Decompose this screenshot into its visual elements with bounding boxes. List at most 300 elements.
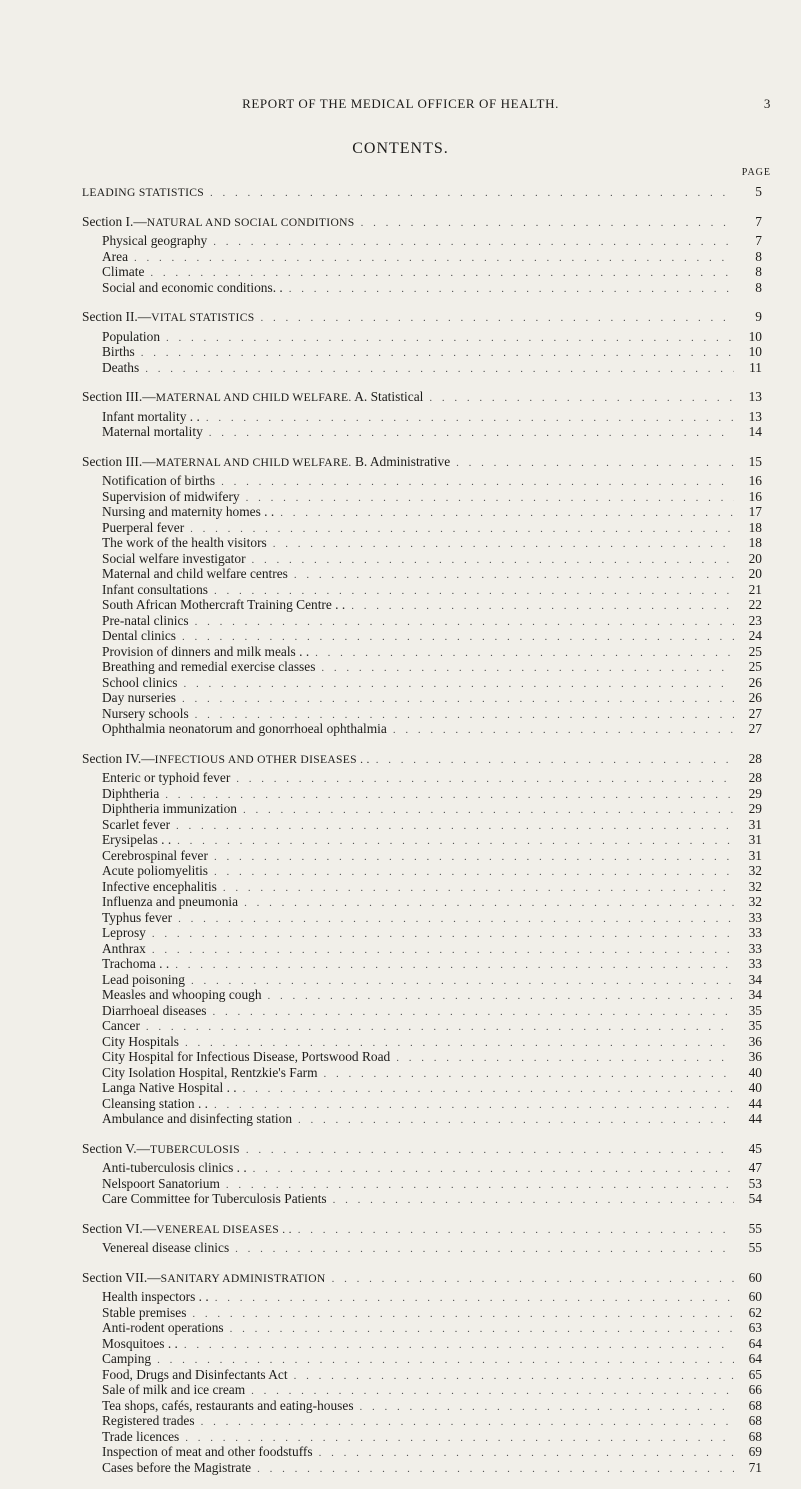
toc-section-heading[interactable] xyxy=(82,309,762,325)
toc-entry[interactable] xyxy=(82,329,762,345)
dot-leader xyxy=(292,1223,734,1239)
dot-leader xyxy=(200,411,734,427)
section-name: MATERNAL AND CHILD WELFARE. xyxy=(155,455,352,469)
dot-leader xyxy=(274,506,734,522)
page-number: 5 xyxy=(755,184,762,199)
section-name: TUBERCULOSIS xyxy=(149,1142,240,1156)
page-number: 60 xyxy=(748,1269,762,1285)
page-number: 25 xyxy=(748,643,762,659)
toc-entry[interactable] xyxy=(82,801,762,817)
section-subtitle: A. Statistical xyxy=(351,389,424,404)
entry-title: Ambulance and disinfecting station xyxy=(102,1111,293,1126)
dot-leader xyxy=(159,788,734,804)
entry-title: The work of the health visitors xyxy=(102,535,267,550)
entry-title: Lead poisoning xyxy=(102,971,185,987)
section-number: Section VI.— xyxy=(82,1220,157,1236)
section-number: Section III.— xyxy=(82,453,156,469)
dot-leader xyxy=(178,1338,734,1354)
page-number: 11 xyxy=(749,359,762,375)
dot-leader xyxy=(178,677,735,693)
entry-title: Typhus fever xyxy=(102,909,173,925)
dot-leader xyxy=(217,881,734,897)
toc-section-heading[interactable] xyxy=(82,1221,762,1237)
dot-leader xyxy=(215,475,734,491)
dot-leader xyxy=(208,865,734,881)
page-number: 26 xyxy=(748,690,762,705)
entry-title: Cleansing station . . xyxy=(102,1095,209,1111)
toc-section xyxy=(82,1141,762,1207)
toc-section-heading[interactable] xyxy=(82,1270,762,1286)
entry-title: Sale of milk and ice cream xyxy=(102,1382,246,1397)
page-number: 33 xyxy=(748,956,762,971)
entry-title: Day nurseries xyxy=(102,690,176,705)
toc-entry[interactable] xyxy=(82,894,762,910)
page-number: 33 xyxy=(748,909,762,925)
page-number: 18 xyxy=(748,519,762,535)
entry-title: Cancer xyxy=(102,1018,140,1033)
page-number: 64 xyxy=(748,1335,762,1351)
page-number: 64 xyxy=(748,1351,762,1366)
page-number: 26 xyxy=(748,674,762,690)
toc-entry[interactable] xyxy=(82,956,762,972)
entry-title: Infant mortality . . xyxy=(102,408,200,424)
section-title xyxy=(82,214,355,231)
toc-entry[interactable] xyxy=(82,972,762,988)
dot-leader xyxy=(229,1242,734,1258)
entry-title: Breathing and remedial exercise classes xyxy=(102,659,316,674)
section-name: INFECTIOUS AND OTHER DISEASES . . xyxy=(154,752,370,766)
section-number: Section VII.— xyxy=(82,1269,161,1285)
entry-title: Infant consultations xyxy=(102,581,208,597)
dot-leader xyxy=(345,599,734,615)
dot-leader xyxy=(313,1446,734,1462)
page-number: 44 xyxy=(748,1095,762,1111)
section-name: VENEREAL DISEASES . . xyxy=(156,1222,292,1236)
toc-entry[interactable] xyxy=(82,1367,762,1383)
toc-entry[interactable] xyxy=(82,473,762,489)
entry-title: Maternal and child welfare centres xyxy=(102,566,288,581)
entry-title: Leprosy xyxy=(102,925,146,940)
toc-entry[interactable] xyxy=(82,1289,762,1305)
page-number: 65 xyxy=(748,1366,762,1382)
entry-title: Ophthalmia neonatorum and gonorrhoeal ophthalmia xyxy=(102,721,387,736)
section-number: Section IV.— xyxy=(82,750,155,766)
section-name: MATERNAL AND CHILD WELFARE. xyxy=(155,391,352,404)
page-number: 54 xyxy=(748,1191,762,1206)
dot-leader xyxy=(170,819,734,835)
entry-title: Diphtheria immunization xyxy=(102,801,237,816)
table-of-contents xyxy=(82,184,762,1489)
entry-title: Deaths xyxy=(102,359,140,375)
dot-leader xyxy=(240,1143,734,1159)
page-number: 69 xyxy=(748,1444,762,1459)
toc-entry[interactable] xyxy=(82,613,762,629)
toc-entry[interactable] xyxy=(82,1003,762,1019)
toc-entry[interactable] xyxy=(82,675,762,691)
page-number: 29 xyxy=(748,785,762,801)
toc-entry[interactable] xyxy=(82,1429,762,1445)
page-number: 55 xyxy=(748,1240,762,1255)
toc-entry[interactable] xyxy=(82,1351,762,1367)
page-number: 35 xyxy=(748,1018,762,1033)
entry-title: Food, Drugs and Disinfectants Act xyxy=(102,1366,288,1382)
entry-title: Tea shops, cafés, restaurants and eating-houses xyxy=(102,1397,354,1413)
dot-leader xyxy=(288,1369,734,1385)
page-number: 55 xyxy=(748,1220,762,1236)
page-number: 20 xyxy=(748,550,762,566)
dot-leader xyxy=(189,615,734,631)
page-number: 62 xyxy=(748,1304,762,1320)
toc-entry[interactable] xyxy=(82,628,762,644)
dot-leader xyxy=(195,1415,734,1431)
dot-leader xyxy=(169,958,734,974)
section-title xyxy=(82,389,423,406)
page-number: 8 xyxy=(755,248,762,264)
dot-leader xyxy=(292,1113,734,1129)
page-number: 68 xyxy=(748,1428,762,1444)
dot-leader xyxy=(423,391,734,407)
page-number: 16 xyxy=(748,488,762,504)
page-number: 27 xyxy=(748,705,762,721)
page-number: 17 xyxy=(748,504,762,519)
page-number: 23 xyxy=(748,612,762,628)
page-number: 31 xyxy=(748,847,762,863)
entry-title: Physical geography xyxy=(102,233,208,248)
page-number: 71 xyxy=(748,1459,762,1475)
toc-entry[interactable] xyxy=(82,1320,762,1336)
toc-entry[interactable] xyxy=(82,770,762,786)
page-number: 40 xyxy=(748,1080,762,1095)
page-number: 28 xyxy=(748,750,762,766)
entry-title: Anti-tuberculosis clinics . . xyxy=(102,1160,247,1175)
toc-entry[interactable] xyxy=(82,344,762,360)
entry-title: Social welfare investigator xyxy=(102,550,246,566)
page-number: 14 xyxy=(748,424,762,439)
entry-title: Stable premises xyxy=(102,1304,187,1320)
toc-section xyxy=(82,1270,762,1476)
toc-entry[interactable] xyxy=(82,1065,762,1081)
toc-entry[interactable] xyxy=(82,597,762,613)
entry-title: Cerebrospinal fever xyxy=(102,847,208,863)
entry-title: Enteric or typhoid fever xyxy=(102,770,231,785)
page-number: 29 xyxy=(748,801,762,816)
dot-leader xyxy=(139,362,734,378)
toc-entry[interactable] xyxy=(82,1160,762,1176)
entry-title: Notification of births xyxy=(102,473,216,488)
toc-entry[interactable] xyxy=(82,987,762,1003)
page-number: 25 xyxy=(748,659,762,674)
toc-entry[interactable] xyxy=(82,863,762,879)
dot-leader xyxy=(146,927,734,943)
section-number: Section III.— xyxy=(82,389,156,404)
entry-title: Venereal disease clinics xyxy=(102,1240,230,1255)
dot-leader xyxy=(185,974,734,990)
dot-leader xyxy=(238,896,734,912)
dot-leader xyxy=(146,943,734,959)
toc-entry[interactable] xyxy=(82,249,762,265)
dot-leader xyxy=(262,989,734,1005)
entry-title: Care Committee for Tuberculosis Patients xyxy=(102,1191,327,1206)
section-number: Section II.— xyxy=(82,309,152,324)
page-number: 40 xyxy=(748,1064,762,1080)
page-number: 7 xyxy=(755,233,762,248)
toc-section-heading[interactable] xyxy=(82,184,762,200)
dot-leader xyxy=(267,537,734,553)
dot-leader xyxy=(240,491,734,507)
dot-leader xyxy=(237,1082,734,1098)
toc-entry[interactable] xyxy=(82,1176,762,1192)
toc-entry[interactable] xyxy=(82,1413,762,1429)
toc-entry[interactable] xyxy=(82,706,762,722)
toc-entry[interactable] xyxy=(82,786,762,802)
page-number: 7 xyxy=(755,213,762,229)
entry-title: Supervision of midwifery xyxy=(102,488,240,504)
section-title xyxy=(82,751,370,768)
page-number: 44 xyxy=(748,1111,762,1126)
toc-section-heading[interactable] xyxy=(82,389,762,405)
entry-title: Registered trades xyxy=(102,1413,195,1428)
dot-leader xyxy=(370,753,734,769)
page-number: 18 xyxy=(748,535,762,550)
dot-leader xyxy=(203,426,734,442)
entry-title: Anti-rodent operations xyxy=(102,1320,224,1335)
page-number: 8 xyxy=(755,279,762,295)
toc-entry[interactable] xyxy=(82,535,762,551)
section-title xyxy=(82,184,204,201)
page-number: 66 xyxy=(748,1382,762,1397)
page-number: 32 xyxy=(748,878,762,894)
entry-title: Dental clinics xyxy=(102,628,176,643)
toc-entry[interactable] xyxy=(82,690,762,706)
entry-title: Scarlet fever xyxy=(102,816,171,832)
toc-entry[interactable] xyxy=(82,832,762,848)
toc-section-heading[interactable] xyxy=(82,214,762,230)
dot-leader xyxy=(251,1462,734,1478)
entry-title: Health inspectors . . xyxy=(102,1289,209,1304)
entry-title: Acute poliomyelitis xyxy=(102,863,208,878)
dot-leader xyxy=(209,1291,734,1307)
entry-title: Nursery schools xyxy=(102,705,189,721)
toc-entry[interactable] xyxy=(82,644,762,660)
page-number: 47 xyxy=(748,1160,762,1175)
page-number: 32 xyxy=(748,863,762,878)
page-column-label: PAGE xyxy=(741,167,771,178)
toc-entry[interactable] xyxy=(82,360,762,376)
entry-title: Influenza and pneumonia xyxy=(102,894,239,909)
toc-section-heading[interactable] xyxy=(82,751,762,767)
page-number: 31 xyxy=(748,816,762,832)
toc-entry[interactable] xyxy=(82,941,762,957)
section-name: NATURAL AND SOCIAL CONDITIONS xyxy=(146,215,355,229)
toc-entry[interactable] xyxy=(82,1305,762,1321)
entry-title: Mosquitoes . . xyxy=(102,1335,178,1351)
dot-leader xyxy=(230,772,734,788)
page-number: 60 xyxy=(748,1289,762,1304)
entry-title: Inspection of meat and other foodstuffs xyxy=(102,1444,313,1459)
entry-title: Area xyxy=(102,248,129,264)
toc-entry[interactable] xyxy=(82,817,762,833)
toc-entry[interactable] xyxy=(82,721,762,737)
entry-title: Measles and whooping cough xyxy=(102,987,262,1002)
page-number: 16 xyxy=(748,473,762,488)
entry-title: Pre-natal clinics xyxy=(102,612,189,628)
page-number: 35 xyxy=(748,1002,762,1018)
dot-leader xyxy=(318,1067,734,1083)
section-title xyxy=(82,1270,326,1287)
entry-title: Langa Native Hospital . . xyxy=(102,1080,237,1095)
entry-title: Cases before the Magistrate xyxy=(102,1459,252,1475)
toc-entry[interactable] xyxy=(82,280,762,296)
toc-entry[interactable] xyxy=(82,520,762,536)
section-name: LEADING STATISTICS xyxy=(82,186,205,199)
page-number: 53 xyxy=(748,1175,762,1191)
page-number: 9 xyxy=(755,309,762,324)
section-title xyxy=(82,454,450,471)
dot-leader xyxy=(204,186,734,202)
toc-entry[interactable] xyxy=(82,566,762,582)
toc-entry[interactable] xyxy=(82,1460,762,1476)
page-number: 28 xyxy=(748,770,762,785)
toc-entry[interactable] xyxy=(82,1096,762,1112)
dot-leader xyxy=(135,346,734,362)
page-number: 13 xyxy=(748,408,762,424)
dot-leader xyxy=(140,1020,734,1036)
section-name: SANITARY ADMINISTRATION xyxy=(160,1271,326,1285)
page-number: 32 xyxy=(748,894,762,909)
dot-leader xyxy=(224,1322,734,1338)
page-number: 33 xyxy=(748,940,762,956)
dot-leader xyxy=(171,834,734,850)
entry-title: South African Mothercraft Training Centre . . xyxy=(102,597,346,612)
toc-entry[interactable] xyxy=(82,1444,762,1460)
dot-leader xyxy=(246,553,734,569)
toc-entry[interactable] xyxy=(82,1336,762,1352)
dot-leader xyxy=(254,311,734,327)
toc-entry[interactable] xyxy=(82,659,762,675)
toc-entry[interactable] xyxy=(82,925,762,941)
page-number: 34 xyxy=(748,971,762,987)
toc-entry[interactable] xyxy=(82,1049,762,1065)
running-head-page-number: 3 xyxy=(763,96,771,111)
toc-entry[interactable] xyxy=(82,1382,762,1398)
toc-entry[interactable] xyxy=(82,1111,762,1127)
toc-section xyxy=(82,389,762,440)
dot-leader xyxy=(176,692,734,708)
toc-entry[interactable] xyxy=(82,1398,762,1414)
dot-leader xyxy=(186,1307,734,1323)
toc-entry[interactable] xyxy=(82,233,762,249)
page-number: 34 xyxy=(748,987,762,1002)
page-number: 36 xyxy=(748,1049,762,1064)
dot-leader xyxy=(355,216,734,232)
entry-title: City Isolation Hospital, Rentzkie's Farm xyxy=(102,1064,318,1080)
toc-entry[interactable] xyxy=(82,504,762,520)
section-number: Section V.— xyxy=(82,1140,150,1156)
toc-entry[interactable] xyxy=(82,1018,762,1034)
entry-title: Diphtheria xyxy=(102,785,160,801)
page-number: 33 xyxy=(748,925,762,940)
dot-leader xyxy=(160,331,734,347)
entry-title: Trade licences xyxy=(102,1428,180,1444)
entry-title: Infective encephalitis xyxy=(102,878,217,894)
dot-leader xyxy=(206,1005,734,1021)
page-number: 10 xyxy=(748,344,762,359)
entry-title: City Hospital for Infectious Disease, Portswood Road xyxy=(102,1049,391,1064)
toc-section xyxy=(82,309,762,375)
entry-title: Anthrax xyxy=(102,940,146,956)
toc-entry[interactable] xyxy=(82,1191,762,1207)
page-number: 45 xyxy=(748,1140,762,1156)
dot-leader xyxy=(208,850,734,866)
section-title xyxy=(82,1221,292,1238)
section-title xyxy=(82,1141,240,1158)
dot-leader xyxy=(309,646,734,662)
section-name: VITAL STATISTICS xyxy=(151,311,255,324)
entry-title: Nursing and maternity homes . . xyxy=(102,504,275,519)
page-number: 68 xyxy=(748,1413,762,1428)
toc-entry[interactable] xyxy=(82,910,762,926)
page-number: 22 xyxy=(748,597,762,612)
page-number: 36 xyxy=(748,1033,762,1049)
dot-leader xyxy=(288,568,734,584)
entry-title: Nelspoort Sanatorium xyxy=(102,1175,220,1191)
entry-title: School clinics xyxy=(102,674,178,690)
toc-entry[interactable] xyxy=(82,489,762,505)
dot-leader xyxy=(390,1051,734,1067)
entry-title: Population xyxy=(102,328,161,344)
section-number: Section I.— xyxy=(82,213,147,229)
toc-section xyxy=(82,214,762,296)
page-number: 10 xyxy=(748,328,762,344)
toc-entry[interactable] xyxy=(82,264,762,280)
toc-entry[interactable] xyxy=(82,879,762,895)
dot-leader xyxy=(237,803,734,819)
toc-section xyxy=(82,184,762,200)
entry-title: Puerperal fever xyxy=(102,519,185,535)
entry-title: Provision of dinners and milk meals . . xyxy=(102,643,310,659)
toc-entry[interactable] xyxy=(82,551,762,567)
entry-title: Climate xyxy=(102,264,145,279)
dot-leader xyxy=(387,723,734,739)
entry-title: Social and economic conditions. . xyxy=(102,279,283,295)
toc-entry[interactable] xyxy=(82,1034,762,1050)
dot-leader xyxy=(247,1162,734,1178)
page-number: 31 xyxy=(748,832,762,847)
toc-entry[interactable] xyxy=(82,1240,762,1256)
section-subtitle: B. Administrative xyxy=(351,453,451,469)
toc-section xyxy=(82,751,762,1127)
toc-entry[interactable] xyxy=(82,848,762,864)
dot-leader xyxy=(326,1272,734,1288)
entry-title: Births xyxy=(102,344,135,359)
entry-title: Maternal mortality xyxy=(102,424,203,439)
entry-title: City Hospitals xyxy=(102,1033,180,1049)
toc-section-heading[interactable] xyxy=(82,454,762,470)
dot-leader xyxy=(327,1193,734,1209)
toc-entry[interactable] xyxy=(82,582,762,598)
toc-entry[interactable] xyxy=(82,409,762,425)
toc-section-heading[interactable] xyxy=(82,1141,762,1157)
entry-title: Diarrhoeal diseases xyxy=(102,1002,207,1018)
page-number: 68 xyxy=(748,1397,762,1413)
toc-entry[interactable] xyxy=(82,424,762,440)
entry-title: Trachoma . . xyxy=(102,956,170,971)
page-number: 8 xyxy=(755,264,762,279)
page-number: 20 xyxy=(748,566,762,581)
toc-entry[interactable] xyxy=(82,1080,762,1096)
dot-leader xyxy=(450,456,734,472)
contents-heading: CONTENTS. xyxy=(352,140,449,157)
